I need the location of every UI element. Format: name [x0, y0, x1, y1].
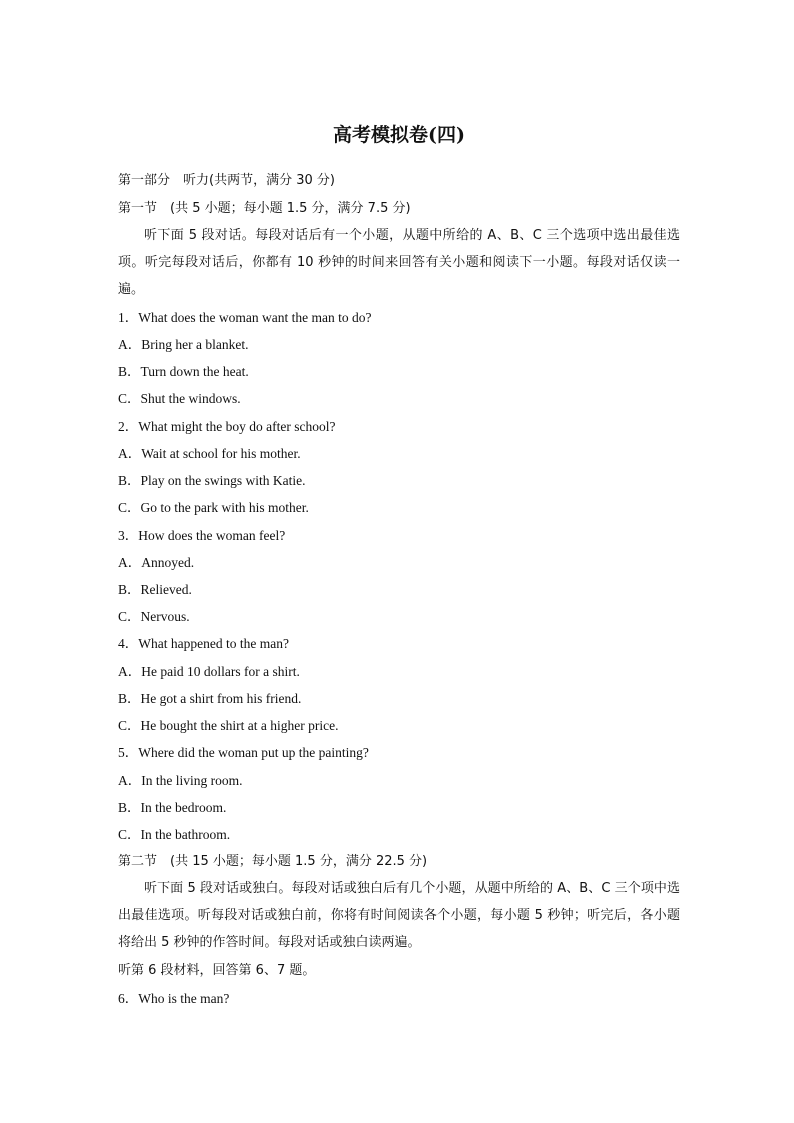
question-4-option-a: A．He paid 10 dollars for a shirt.	[118, 664, 300, 679]
question-4-option-b: B．He got a shirt from his friend.	[118, 691, 302, 706]
question-3-option-a: A．Annoyed.	[118, 555, 195, 570]
question-4-stem: 4．What happened to the man?	[118, 636, 289, 651]
part1-heading: 第一部分 听力(共两节，满分 30 分)	[118, 173, 335, 188]
question-5-option-a: A．In the living room.	[118, 773, 243, 788]
question-1-option-b: B．Turn down the heat.	[118, 364, 249, 379]
question-6-stem: 6．Who is the man?	[118, 991, 230, 1006]
question-2-option-c: C．Go to the park with his mother.	[118, 500, 309, 515]
section2-heading: 第二节 (共 15 小题；每小题 1.5 分，满分 22.5 分)	[118, 854, 428, 869]
question-3-stem: 3．How does the woman feel?	[118, 528, 286, 543]
question-5-stem: 5．Where did the woman put up the painting?	[118, 745, 369, 760]
question-2-option-b: B．Play on the swings with Katie.	[118, 473, 306, 488]
question-3-option-c: C．Nervous.	[118, 609, 190, 624]
question-3-option-b: B．Relieved.	[118, 582, 192, 597]
section1-heading: 第一节 (共 5 小题；每小题 1.5 分，满分 7.5 分)	[118, 201, 411, 216]
section1-instructions: 听下面 5 段对话。每段对话后有一个小题，从题中所给的 A、B、C 三个选项中选出最佳选项。听完每段对话后，你都有 10 秒钟的时间来回答有关小题和阅读下一小题。每段对话仅读一遍。	[118, 228, 680, 297]
question-1-option-a: A．Bring her a blanket.	[118, 337, 249, 352]
section2-instructions: 听下面 5 段对话或独白。每段对话或独白后有几个小题，从题中所给的 A、B、C 三个项中选出最佳选项。听每段对话或独白前，你将有时间阅读各个小题，每小题 5 秒钟；听完后，各小题将给出 5 秒钟的作答时间。每段对话或独白读两遍。	[118, 881, 680, 950]
question-1-option-c: C．Shut the windows.	[118, 391, 241, 406]
material-6-intro: 听第 6 段材料，回答第 6、7 题。	[118, 963, 316, 978]
exam-title: 高考模拟卷(四)	[333, 124, 465, 146]
question-5-option-c: C．In the bathroom.	[118, 827, 231, 842]
question-2-stem: 2．What might the boy do after school?	[118, 419, 336, 434]
question-4-option-c: C．He bought the shirt at a higher price.	[118, 718, 339, 733]
question-1-stem: 1．What does the woman want the man to do?	[118, 310, 372, 325]
question-2-option-a: A．Wait at school for his mother.	[118, 446, 301, 461]
question-5-option-b: B．In the bedroom.	[118, 800, 227, 815]
